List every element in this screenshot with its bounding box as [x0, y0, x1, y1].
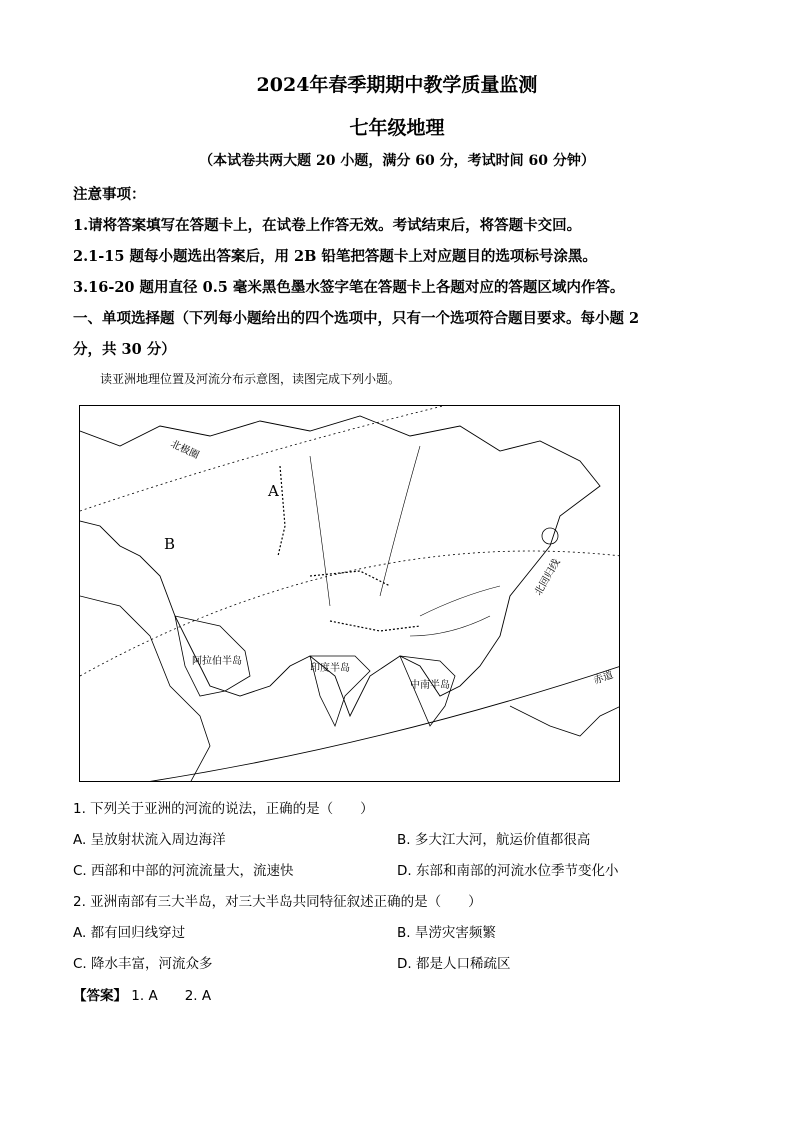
river-1: [310, 456, 330, 606]
indian-label: 印度半岛: [310, 663, 350, 674]
q1-option-d[interactable]: D. 东部和南部的河流水位季节变化小: [397, 863, 619, 879]
tianshan-mountains: [310, 571, 390, 586]
note-item-2: 2.1-15 题每小题选出答案后，用 2B 铅笔把答题卡上对应题目的选项标号涂黑。: [73, 248, 597, 265]
note-item-3: 3.16-20 题用直径 0.5 毫米黑色墨水签字笔在答题卡上各题对应的答题区域内作答。: [73, 279, 625, 296]
river-4: [410, 616, 490, 636]
ural-mountains: [278, 466, 285, 556]
section-heading-line2: 分，共 30 分）: [73, 341, 176, 358]
question-1-stem: 1. 下列关于亚洲的河流的说法，正确的是（ ）: [73, 801, 374, 817]
arctic-circle-line: [80, 406, 620, 511]
africa-coast: [80, 596, 210, 782]
q2-option-a[interactable]: A. 都有回归线穿过: [73, 925, 186, 941]
exam-subtitle: 七年级地理: [349, 117, 445, 139]
q1-option-b[interactable]: B. 多大江大河，航运价值都很高: [397, 832, 591, 848]
q1-option-c[interactable]: C. 西部和中部的河流流量大，流速快: [73, 863, 294, 879]
japan-island: [542, 528, 558, 544]
q2-option-d[interactable]: D. 都是人口稀疏区: [397, 956, 511, 972]
map-intro: 读亚洲地理位置及河流分布示意图，读图完成下列小题。: [100, 372, 401, 386]
asia-map: [79, 405, 620, 782]
point-b-label: B: [164, 535, 176, 553]
river-3: [420, 586, 500, 616]
exam-info: （本试卷共两大题 20 小题，满分 60 分，考试时间 60 分钟）: [199, 153, 595, 169]
tropic-line: [80, 551, 620, 676]
arctic-circle-label: 北极圈: [168, 438, 201, 462]
asia-map-drawing: [80, 406, 620, 782]
notes-heading: 注意事项：: [73, 186, 146, 203]
indochina-label: 中南半岛: [410, 680, 450, 691]
point-a-label: A: [268, 482, 279, 500]
q2-option-c[interactable]: C. 降水丰富，河流众多: [73, 956, 213, 972]
himalaya-mountains: [330, 621, 420, 631]
q1-option-a[interactable]: A. 呈放射状流入周边海洋: [73, 832, 226, 848]
note-item-1: 1.请将答案填写在答题卡上，在试卷上作答无效。考试结束后，将答题卡交回。: [73, 217, 582, 234]
arabian-label: 阿拉伯半岛: [192, 656, 242, 667]
tropic-label: 北回归线: [533, 557, 563, 598]
river-2: [380, 446, 420, 596]
answer-text: 1. A 2. A: [131, 988, 212, 1004]
answer-line: [73, 984, 211, 1004]
indochina-outline: [400, 656, 455, 726]
question-2-stem: 2. 亚洲南部有三大半岛，对三大半岛共同特征叙述正确的是（ ）: [73, 894, 482, 910]
islands-outline: [510, 706, 620, 736]
answer-tag: 【答案】: [73, 988, 127, 1004]
equator-line: [140, 666, 620, 782]
section-heading-line1: 一、单项选择题（下列每小题给出的四个选项中，只有一个选项符合题目要求。每小题 2: [73, 310, 640, 327]
exam-title: 2024年春季期期中教学质量监测: [256, 74, 538, 96]
q2-option-b[interactable]: B. 旱涝灾害频繁: [397, 925, 496, 941]
equator-label: 赤道: [592, 669, 615, 687]
